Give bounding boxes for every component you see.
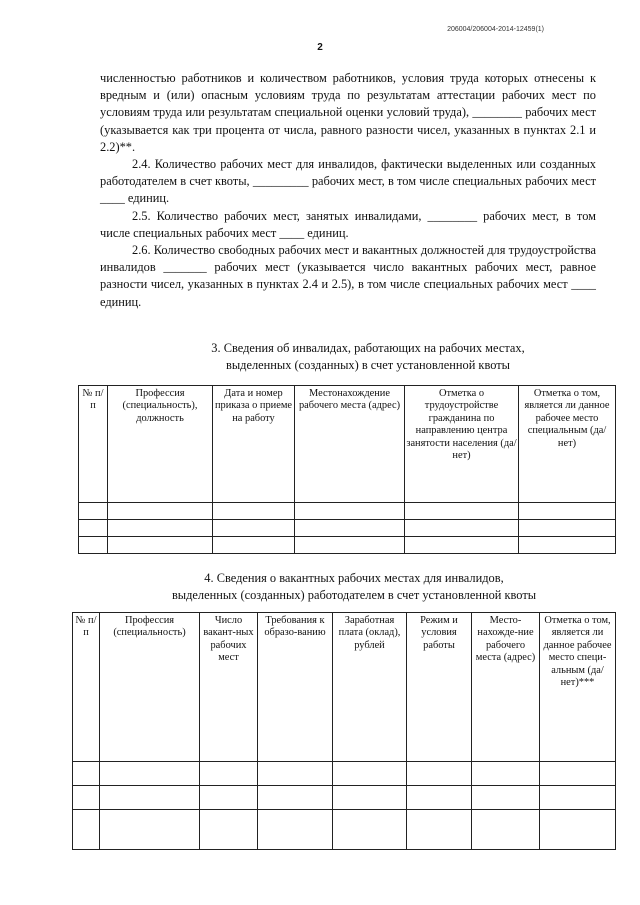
paragraph-2-4: 2.4. Количество рабочих мест для инвалидов, фактически выделенных или созданных работодателем в счет квоты, _________ рабочих мест, в том числе специальных рабочих мест ____ единиц. [100, 157, 596, 206]
col-special-mark: Отметка о том, является ли данное рабочее место специ-альным (да/нет)*** [540, 613, 616, 762]
section-4-title-line-2: выделенных (созданных) работодателем в счет установленной квоты [171, 588, 537, 602]
section-4-title-line-1: 4. Сведения о вакантных рабочих местах для инвалидов, [204, 571, 504, 585]
section-4-title [72, 570, 636, 604]
section-3-header-row [79, 386, 616, 503]
col-location: Место-нахожде-ние рабочего места (адрес) [472, 613, 540, 762]
table-row [79, 520, 616, 537]
section-3-title-line-1: 3. Сведения об инвалидах, работающих на рабочих местах, [211, 341, 525, 355]
table-row [79, 503, 616, 520]
col-profession: Профессия (специальность), должность [108, 386, 213, 503]
col-order-date: Дата и номер приказа о приеме на работу [213, 386, 295, 503]
col-location: Местонахождение рабочего места (адрес) [295, 386, 405, 503]
col-number: № п/п [79, 386, 108, 503]
table-row [73, 762, 616, 786]
paragraph-2-6: 2.6. Количество свободных рабочих мест и вакантных должностей для трудоустройства инвалидов _______ рабочих мест (указывается число вакантных рабочих мест, равное разности чисел, указанных в пунктах 2.4 и 2.5), в том числе специальных рабочих мест ____ единиц. [100, 243, 596, 309]
body-text [100, 70, 596, 311]
col-employment-mark: Отметка о трудоустройстве гражданина по направлению центра занятости населения (да/нет) [405, 386, 519, 503]
table-row [73, 786, 616, 810]
col-special-mark: Отметка о том, является ли данное рабочее место специальным (да/нет) [519, 386, 616, 503]
section-4-table [72, 612, 616, 850]
col-work-schedule: Режим и условия работы [407, 613, 472, 762]
section-3-title-line-2: выделенных (созданных) в счет установленной квоты [226, 358, 510, 372]
document-id: 206004/206004-2014-12459(1) [447, 26, 544, 33]
col-vacancy-count: Число вакант-ных рабочих мест [200, 613, 258, 762]
paragraph-continuation: численностью работников и количеством работников, условия труда которых отнесены к вредным и (или) опасным условиям труда по результатам аттестации рабочих мест по условиям труда или результатам специальной оценки условий труда), ________ рабочих мест (указывается как три процента от числа, равного разности чисел, указанных в пунктах 2.1 и 2.2)**. [100, 71, 596, 154]
col-profession: Профессия (специальность) [100, 613, 200, 762]
section-3-table [78, 385, 616, 554]
section-4-header-row [73, 613, 616, 762]
page-number: 2 [317, 42, 323, 53]
section-3-title [100, 340, 636, 374]
col-number: № п/п [73, 613, 100, 762]
paragraph-2-5: 2.5. Количество рабочих мест, занятых инвалидами, ________ рабочих мест, в том числе специальных рабочих мест ____ единиц. [100, 208, 596, 240]
table-row [79, 537, 616, 554]
col-education-requirements: Требования к образо-ванию [258, 613, 333, 762]
col-salary: Заработная плата (оклад), рублей [333, 613, 407, 762]
table-row [73, 810, 616, 850]
